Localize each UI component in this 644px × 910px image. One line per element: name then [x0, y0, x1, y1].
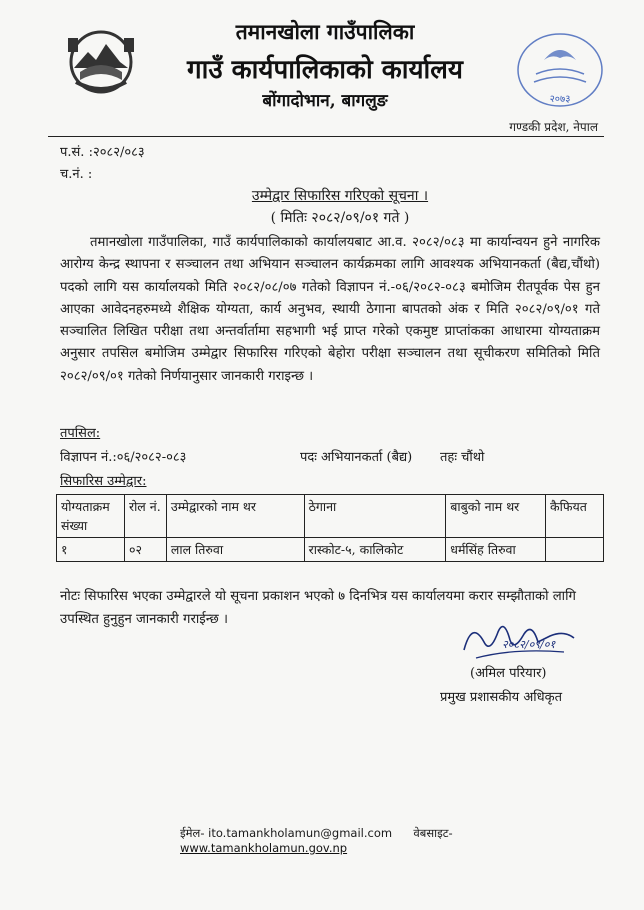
recommended-table	[56, 494, 604, 562]
footer-website-link[interactable]: www.tamankholamun.gov.np	[180, 841, 348, 855]
header-name: उम्मेद्वारको नाम थर	[166, 495, 304, 538]
cell-name: लाल तिरुवा	[166, 538, 304, 562]
ps-reference: प.सं. :२०८२/०८३	[60, 145, 145, 160]
province-label: गण्डकी प्रदेश, नेपाल	[509, 120, 598, 134]
notice-body	[60, 232, 600, 388]
cell-father: धर्मसिंह तिरुवा	[446, 538, 546, 562]
notice-title	[150, 186, 530, 205]
vacancy-number: विज्ञापन नं.:०६/२०८२-०८३	[60, 450, 187, 465]
notice-date: ( मितिः २०८२/०९/०१ गते )	[270, 210, 410, 226]
notice-title-text: उम्मेद्वार सिफारिस गरिएको सूचना ।	[251, 188, 429, 204]
footer-website-label: वेबसाइट-	[413, 826, 453, 840]
municipality-name: तमानखोला गाउँपालिका	[235, 19, 415, 44]
notice-body-text: तमानखोला गाउँपालिका, गाउँ कार्यपालिकाको कार्यालयबाट आ.व. २०८२/०८३ मा कार्यान्वयन हुने नागरिक आरोग्य केन्द्र स्थापना र सञ्चालन तथा अभियान सञ्चालन कार्यक्रमका लागि आवश्यक अभियानकर्ता (बैद्य,चौंथो) पदको लागि यस कार्यालयको मिति २०८२/०८/०७ गतेको विज्ञापन नं.-०६/२०८२-०८३ बमोजिम रीतपूर्वक पेस हुन आएका आवेदनहरुमध्ये शैक्षिक योग्यता, कार्य अनुभव, स्थायी ठेगाना बापतको अंक र मिति २०८२/०९/०१ गते सञ्चालित लिखित परीक्षा तथा अन्तर्वार्तामा सहभागी भई प्राप्त गरेको एकमुष्ट प्राप्तांकका आधारमा योग्यताक्रम अनुसार तपसिल बमोजिम उम्मेद्वार सिफारिस गरिएको बेहोरा परीक्षा सञ्चालन तथा सूचीकरण समितिको मिति २०८२/०९/०१ गतेको निर्णयानुसार जानकारी गराइन्छ ।	[60, 235, 600, 384]
header-divider	[48, 136, 604, 137]
header-roll: रोल नं.	[124, 495, 166, 538]
cell-remarks	[546, 538, 604, 562]
post-name: पदः अभियानकर्ता (बैद्य)	[300, 450, 413, 465]
header-address: ठेगाना	[304, 495, 446, 538]
municipality-seal-icon	[514, 30, 606, 112]
header-remarks: कैफियत	[546, 495, 604, 538]
cell-roll: ०२	[124, 538, 166, 562]
signer-designation: प्रमुख प्रशासकीय अधिकृत	[440, 690, 563, 705]
cell-rank: १	[57, 538, 125, 562]
nepal-emblem-icon	[62, 28, 140, 94]
note-text: नोटः सिफारिस भएका उम्मेद्वारले यो सूचना प्रकाशन भएको ७ दिनभित्र यस कार्यालयमा करार सम्झौताको लागि उपस्थित हुनुहुन जानकारी गराईन्छ ।	[60, 589, 576, 627]
details-label: तपसिल:	[60, 426, 101, 441]
recommended-label: सिफारिस उम्मेद्वार:	[60, 474, 147, 489]
header-rank: योग्यताक्रम संख्या	[57, 495, 125, 538]
signature-mark	[454, 612, 584, 668]
seal-year: २०७३	[549, 94, 571, 105]
signer-name: (अमिल परियार)	[470, 666, 547, 681]
office-name: गाउँ कार्यपालिकाको कार्यालय	[187, 55, 463, 85]
office-address: बोंगादोभान, बागलुङ	[262, 91, 388, 111]
header-father: बाबुको नाम थर	[446, 495, 546, 538]
post-level: तहः चौंथो	[440, 450, 485, 465]
signature-date: २०८२/०९/०१	[502, 638, 556, 651]
table-row	[57, 538, 604, 562]
footer	[180, 826, 600, 855]
footer-email: ईमेल- ito.tamankholamun@gmail.com	[180, 826, 393, 840]
table-header-row	[57, 495, 604, 538]
cell-address: रास्कोट-५, कालिकोट	[304, 538, 446, 562]
chn-reference: च.नं. :	[60, 167, 93, 182]
